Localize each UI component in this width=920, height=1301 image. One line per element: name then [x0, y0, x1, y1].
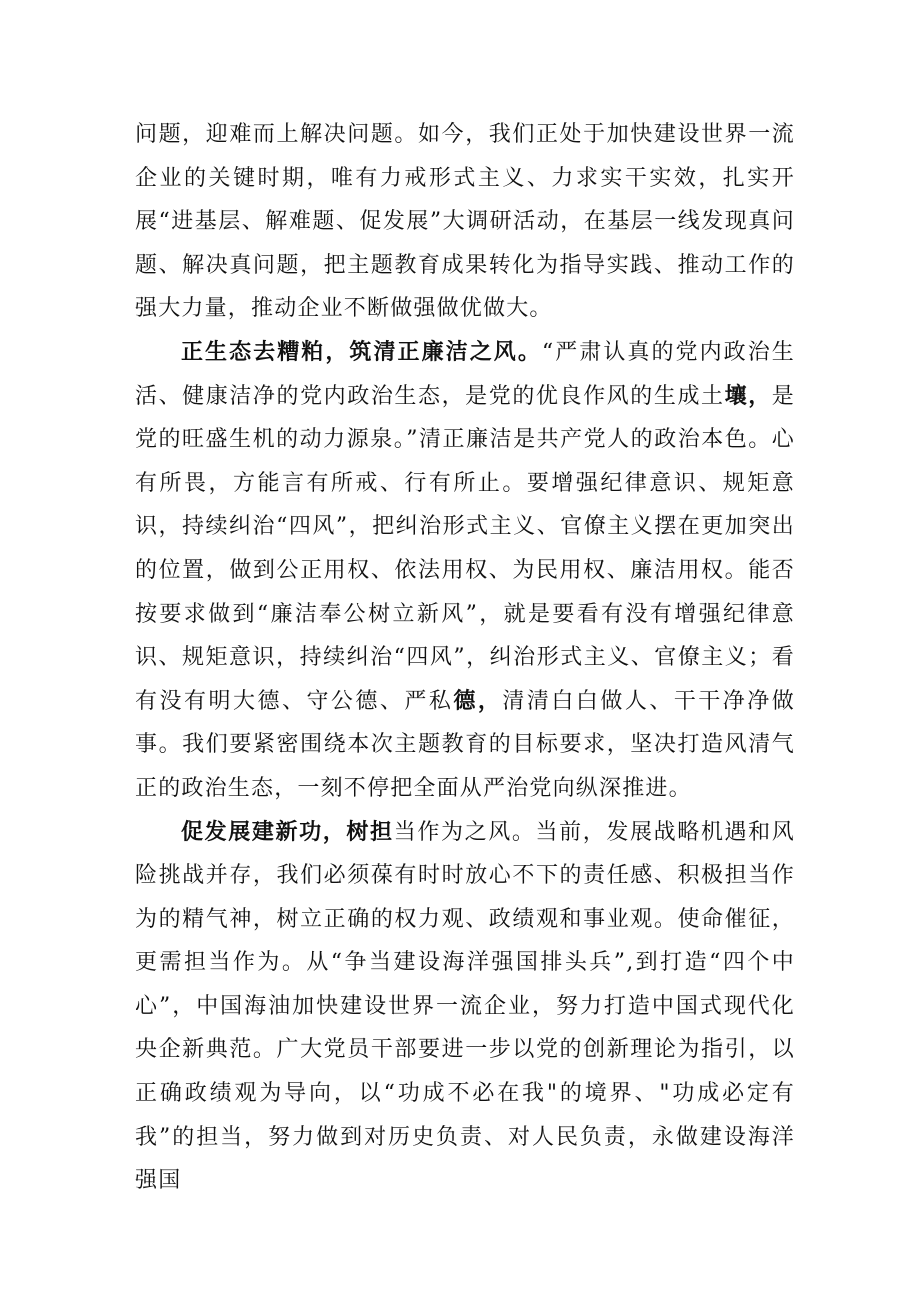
section-heading: 正生态去糟粕，筑清正廉洁之风。	[181, 339, 542, 365]
paragraph-text: 问题，迎难而上解决问题。如今，我们正处于加快建设世界一流企业的关键时期，唯有力戒形式主义、力求实干实效，扎实开展“进基层、解难题、促发展”大调研活动，在基层一线发现真问题、解决真问题，把主题教育成果转化为指导实践、推动工作的强大力量，推动企业不断做强做优做大。	[135, 122, 795, 322]
bold-char: 德，	[453, 688, 503, 714]
paragraph-continuation	[135, 113, 795, 331]
section-heading: 促发展建新功，树担	[181, 819, 394, 845]
paragraph-clean-governance	[135, 331, 795, 811]
paragraph-text: 是党的旺盛生机的动力源泉。”清正廉洁是共产党人的政治本色。心有所畏，方能言有所戒、行有所止。要增强纪律意识、规矩意识，持续纠治“四风”，把纠治形式主义、官僚主义摆在更加突出的位置，做到公正用权、依法用权、为民用权、廉洁用权。能否按要求做到“廉洁奉公树立新风”，就是要看有没有增强纪律意识、规矩意识，持续纠治“四风”，纠治形式主义、官僚主义；看有没有明大德、守公德、严私	[135, 383, 795, 714]
paragraph-text: “严肃认真的党内政治生活、健康洁净的党内政治生态，是党的优良作风的生成土	[135, 339, 795, 409]
paragraph-text: 当作为之风。当前，发展战略机遇和风险挑战并存，我们必须葆有时时放心不下的责任感、积极担当作为的精气神，树立正确的权力观、政绩观和事业观。使命催征，更需担当作为。从“争当建设海洋强国排头兵”,到打造“四个中心”，中国海油加快建设世界一流企业，努力打造中国式现代化央企新典范。广大党员干部要进一步以党的创新理论为指引，以正确政绩观为导向，以“功成不必在我"的境界、"功成必定有我”的担当，努力做到对历史负责、对人民负责，永做建设海洋强国	[135, 819, 795, 1194]
body-text	[135, 113, 795, 1203]
paragraph-text: 清清白白做人、干干净净做事。我们要紧密围绕本次主题教育的目标要求，坚决打造风清气正的政治生态，一刻不停把全面从严治党向纵深推进。	[135, 688, 795, 801]
paragraph-development	[135, 811, 795, 1203]
bold-char: 壤，	[724, 383, 772, 409]
